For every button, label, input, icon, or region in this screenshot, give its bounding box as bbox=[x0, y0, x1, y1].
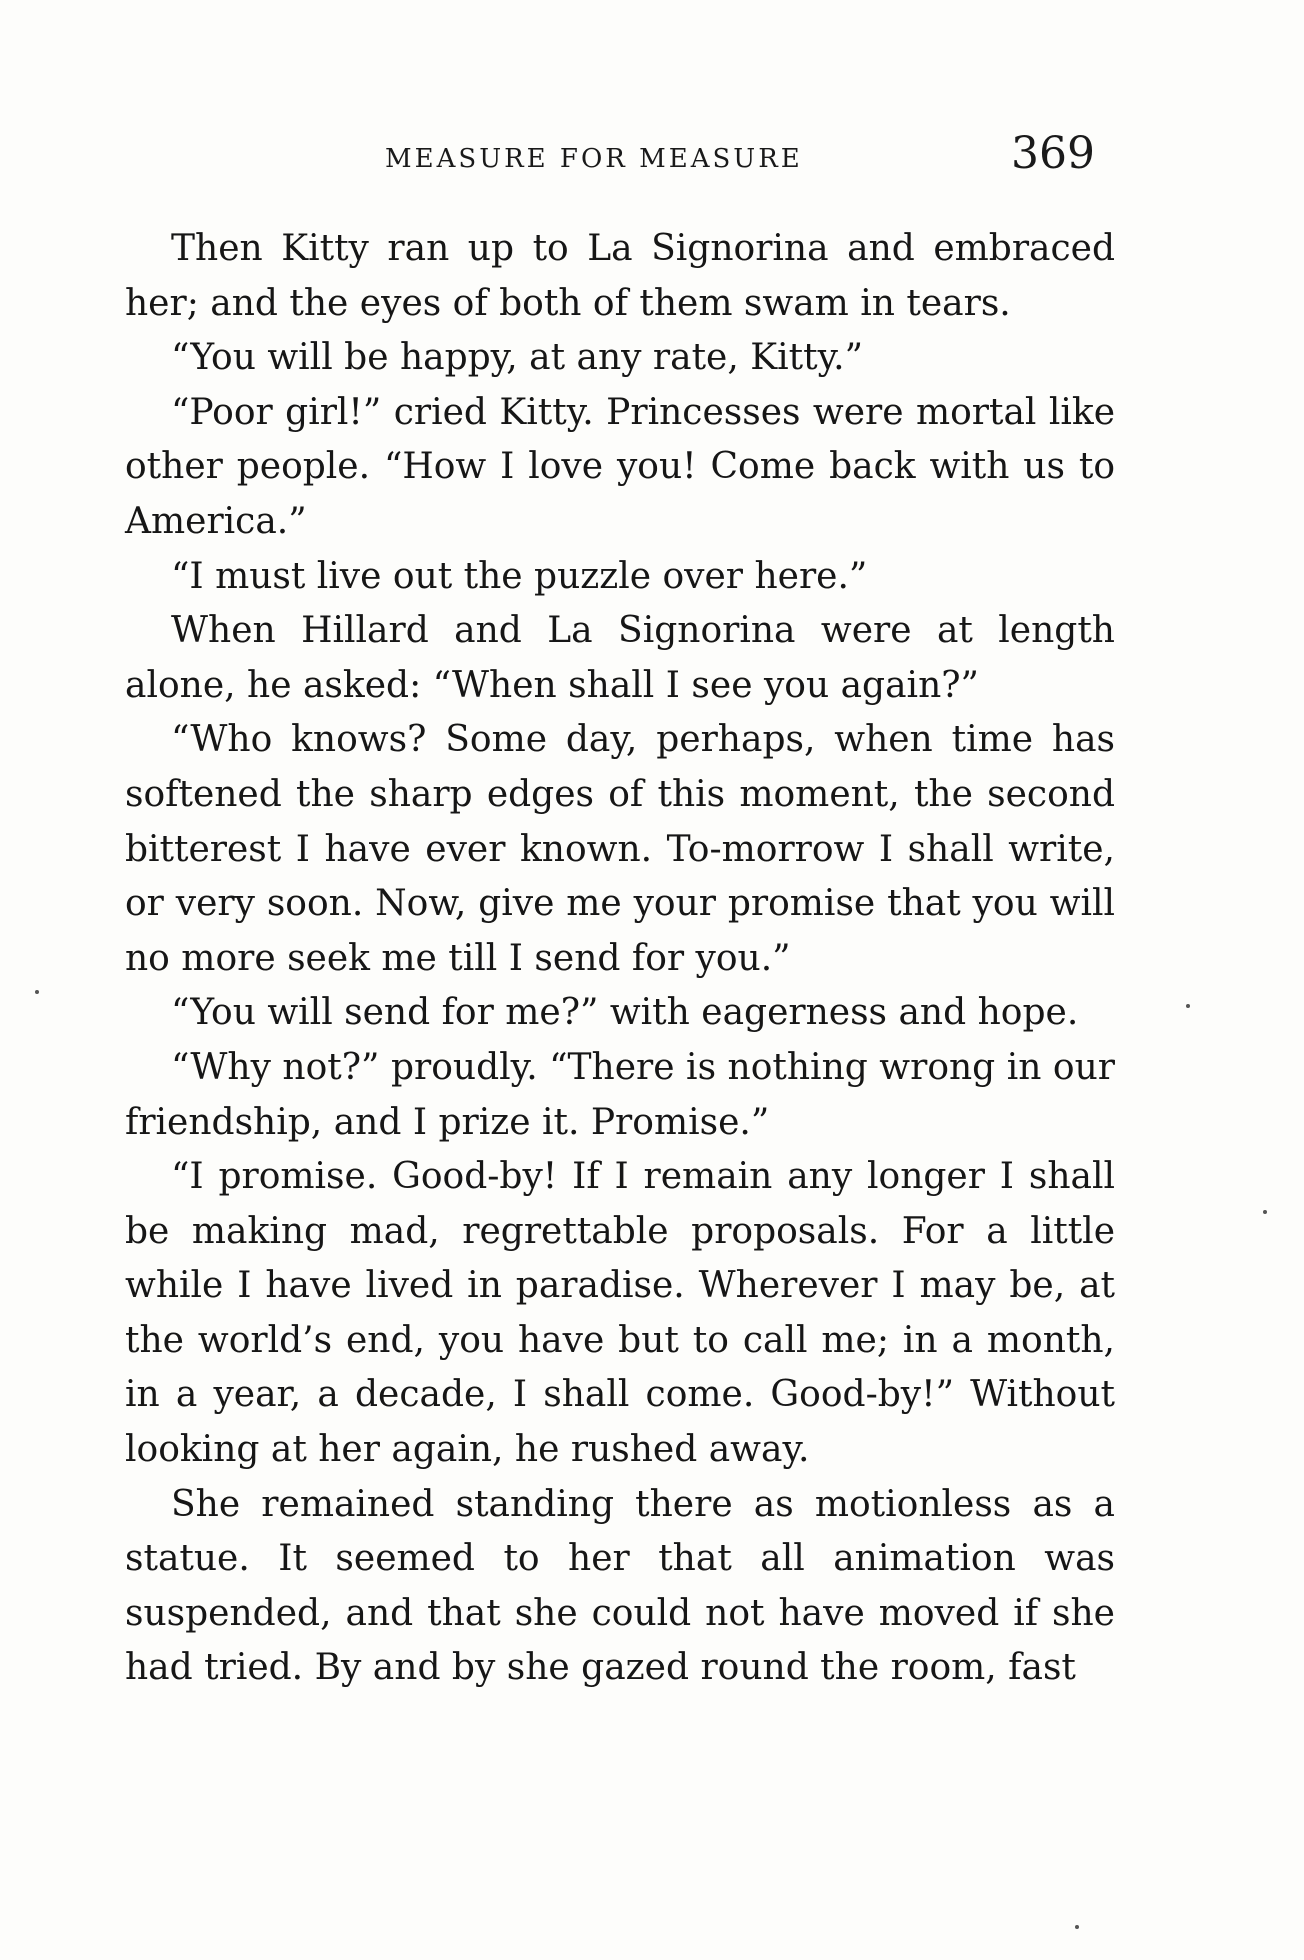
paragraph: “Why not?” proudly. “There is nothing wrong in our friendship, and I prize it. Promise.” bbox=[125, 1046, 1115, 1143]
paragraph: “I promise. Good-by! If I remain any longer I shall be making mad, regrettable proposals. For a little while I have lived in paradise. Wherever I may be, at the world’s end, you have but to call me; in a month, in a year, a decade, I shall come. Good-by!” Without looking at her again, he rushed away. bbox=[125, 1156, 1115, 1471]
paragraph: “Poor girl!” cried Kitty. Princesses were mortal like other people. “How I love you! Come back with us to America.” bbox=[125, 391, 1115, 542]
paragraph: “You will be happy, at any rate, Kitty.” bbox=[171, 337, 863, 379]
body-text bbox=[125, 222, 1115, 1696]
scan-speck bbox=[1263, 1210, 1267, 1214]
paragraph: She remained standing there as motionless as a statue. It seemed to her that all animation was suspended, and that she could not have moved if she had tried. By and by she gazed round the room, fast bbox=[125, 1483, 1115, 1689]
running-title: MEASURE FOR MEASURE bbox=[385, 144, 803, 174]
scan-speck bbox=[35, 990, 39, 994]
paragraph: “Who knows? Some day, perhaps, when time has softened the sharp edges of this moment, the second bitterest I have ever known. To-morrow I shall write, or very soon. Now, give me your promise that you will no more seek me till I send for you.” bbox=[125, 719, 1115, 979]
page-number: 369 bbox=[1011, 128, 1095, 179]
scan-speck bbox=[1075, 1925, 1079, 1929]
paragraph: When Hillard and La Signorina were at length alone, he asked: “When shall I see you again?” bbox=[125, 610, 1115, 706]
paragraph: “You will send for me?” with eagerness and hope. bbox=[171, 992, 1079, 1034]
paragraph: Then Kitty ran up to La Signorina and embraced her; and the eyes of both of them swam in tears. bbox=[125, 228, 1115, 324]
paragraph: “I must live out the puzzle over here.” bbox=[171, 555, 868, 597]
running-head bbox=[125, 128, 1105, 188]
scan-speck bbox=[1186, 1004, 1190, 1008]
